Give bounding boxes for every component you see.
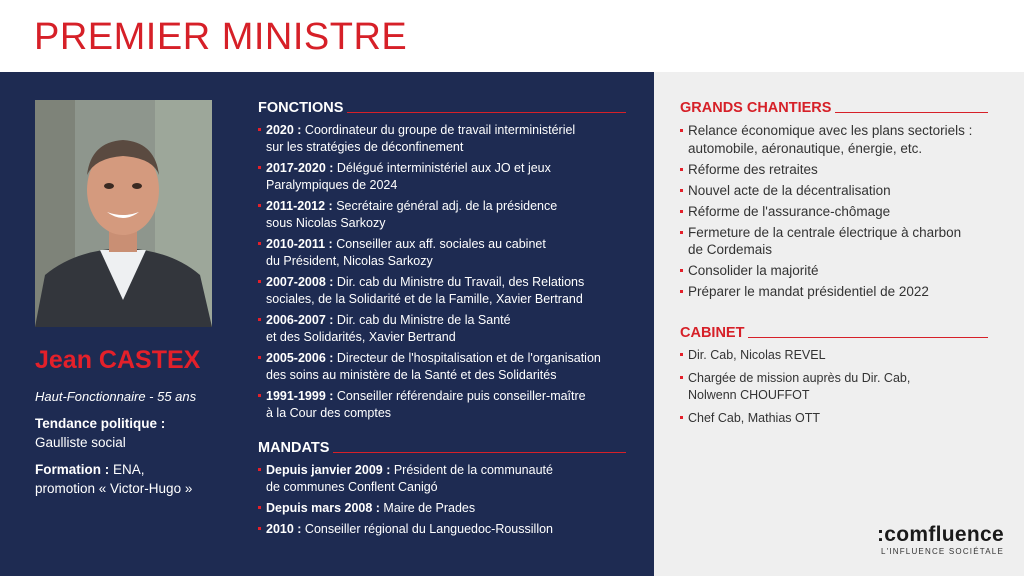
list-item: Chargée de mission auprès du Dir. Cab, Nolwenn CHOUFFOT xyxy=(680,370,1010,404)
formation-label: Formation : xyxy=(35,462,110,477)
page-title: PREMIER MINISTRE xyxy=(34,16,408,58)
list-item: Nouvel acte de la décentralisation xyxy=(680,182,1010,200)
grands-chantiers-title: GRANDS CHANTIERS xyxy=(680,100,832,116)
political-tendency xyxy=(35,414,235,452)
list-item: 2011-2012 : Secrétaire général adj. de la présidence sous Nicolas Sarkozy xyxy=(258,198,638,232)
formation-value: ENA, xyxy=(109,462,145,477)
portrait-photo xyxy=(35,100,212,327)
fonctions-heading xyxy=(258,100,626,116)
section-divider xyxy=(835,112,988,113)
tendency-label: Tendance politique : xyxy=(35,416,166,431)
grands-chantiers-list xyxy=(680,122,1010,304)
list-item: 2017-2020 : Délégué interministériel aux JO et jeux Paralympiques de 2024 xyxy=(258,160,638,194)
list-item: 1991-1999 : Conseiller référendaire puis conseiller-maître à la Cour des comptes xyxy=(258,388,638,422)
list-item: Consolider la majorité xyxy=(680,262,1010,280)
list-item: Chef Cab, Mathias OTT xyxy=(680,410,1010,427)
list-item: Fermeture de la centrale électrique à charbon de Cordemais xyxy=(680,224,1010,259)
section-divider xyxy=(333,452,626,453)
mandats-list xyxy=(258,462,638,542)
list-item: Dir. Cab, Nicolas REVEL xyxy=(680,347,1010,364)
list-item: Relance économique avec les plans sectoriels : automobile, aéronautique, énergie, etc. xyxy=(680,122,1010,157)
tendency-value: Gaulliste social xyxy=(35,435,126,450)
grands-chantiers-heading xyxy=(680,100,988,116)
person-name: Jean CASTEX xyxy=(35,346,201,374)
list-item: Depuis janvier 2009 : Président de la communauté de communes Conflent Canigó xyxy=(258,462,638,496)
list-item: 2005-2006 : Directeur de l'hospitalisation et de l'organisation des soins au ministère de la Santé et des Solidarités xyxy=(258,350,638,384)
list-item: Réforme de l'assurance-chômage xyxy=(680,203,1010,221)
cabinet-title: CABINET xyxy=(680,325,745,341)
cabinet-heading xyxy=(680,325,988,341)
comfluence-logo xyxy=(877,524,1004,556)
list-item: 2010-2011 : Conseiller aux aff. sociales au cabinet du Président, Nicolas Sarkozy xyxy=(258,236,638,270)
education xyxy=(35,460,235,498)
person-role: Haut-Fonctionnaire - 55 ans xyxy=(35,389,197,404)
cabinet-list xyxy=(680,347,1010,433)
fonctions-title: FONCTIONS xyxy=(258,100,344,116)
list-item: 2007-2008 : Dir. cab du Ministre du Travail, des Relations sociales, de la Solidarité et de la Famille, Xavier Bertrand xyxy=(258,274,638,308)
formation-promotion: promotion « Victor-Hugo » xyxy=(35,481,193,496)
list-item: 2020 : Coordinateur du groupe de travail interministériel sur les stratégies de déconfinement xyxy=(258,122,638,156)
section-divider xyxy=(748,337,988,338)
logo-tagline: L'INFLUENCE SOCIÉTALE xyxy=(880,547,1004,556)
list-item: 2010 : Conseiller régional du Languedoc-Roussillon xyxy=(258,521,638,538)
mandats-heading xyxy=(258,440,626,456)
list-item: Préparer le mandat présidentiel de 2022 xyxy=(680,283,1010,301)
fonctions-list xyxy=(258,122,638,426)
list-item: Depuis mars 2008 : Maire de Prades xyxy=(258,500,638,517)
list-item: 2006-2007 : Dir. cab du Ministre de la Santé et des Solidarités, Xavier Bertrand xyxy=(258,312,638,346)
section-divider xyxy=(347,112,626,113)
mandats-title: MANDATS xyxy=(258,440,330,456)
list-item: Réforme des retraites xyxy=(680,161,1010,179)
logo-brand: :comfluence xyxy=(877,523,1004,546)
